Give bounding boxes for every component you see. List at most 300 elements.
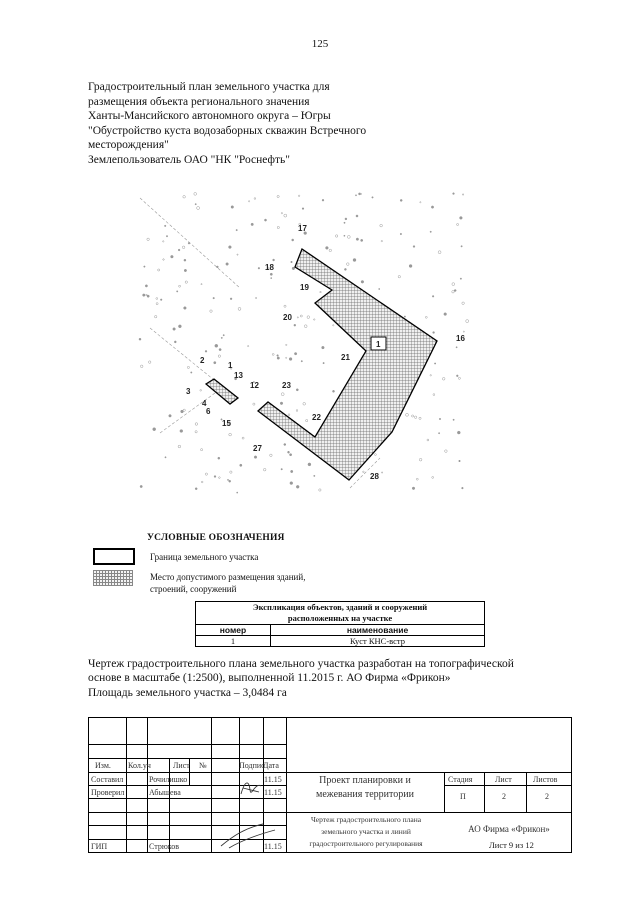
topo-symbol [296, 485, 299, 488]
topo-symbol [264, 219, 266, 221]
stamp-line [484, 772, 485, 812]
topo-symbol [353, 259, 356, 262]
topo-symbol [270, 273, 272, 275]
building-zone-legend-label [150, 571, 305, 595]
topo-symbol [158, 269, 160, 271]
title-line: Землепользователь ОАО "НК "Роснефть" [88, 153, 290, 166]
row-number: 1 [196, 636, 271, 647]
topo-symbol [140, 365, 143, 368]
stamp-header-sheet: Лист [173, 761, 190, 770]
topo-symbol [452, 283, 455, 286]
topo-symbol [230, 298, 232, 300]
topo-symbol [163, 259, 164, 260]
topo-symbol [178, 445, 181, 448]
topo-symbol [355, 195, 356, 196]
topo-symbol [425, 316, 427, 318]
stamp-line [444, 772, 445, 812]
topo-symbol [178, 325, 181, 328]
topo-symbol [335, 235, 337, 237]
explication-table [195, 601, 485, 647]
topo-symbol [156, 303, 158, 305]
topo-symbol [179, 285, 181, 287]
explication-title [196, 602, 485, 625]
topo-symbol [218, 355, 220, 357]
topo-symbol [254, 456, 257, 459]
topo-symbol [430, 375, 431, 376]
topo-symbol [251, 223, 253, 225]
topo-symbol [438, 251, 441, 254]
topo-symbol [144, 266, 145, 267]
topo-symbol [358, 193, 360, 195]
topo-symbol [412, 415, 414, 417]
topo-symbol [272, 353, 274, 355]
note-line: Площадь земельного участка – 3,0484 га [88, 686, 287, 699]
stamp-date: 11.15 [264, 788, 282, 797]
topo-symbol [227, 479, 228, 480]
point-label: 3 [186, 387, 191, 396]
point-label: 23 [282, 381, 291, 390]
explication-title-line: расположенных на участке [287, 613, 393, 623]
topo-symbol [290, 482, 293, 485]
stamp-date: 11.15 [264, 775, 282, 784]
col-number-header: номер [196, 625, 271, 636]
topo-symbol [184, 269, 186, 271]
topo-symbol [195, 204, 196, 205]
stamp-line [526, 772, 527, 812]
sheets-header: Листов [533, 775, 558, 784]
topo-symbol [292, 239, 294, 241]
drawing-title [288, 814, 444, 850]
topo-symbol [294, 352, 296, 354]
topo-symbol [183, 409, 185, 411]
stamp-header-signature: Подпис [239, 761, 265, 770]
topo-symbol [154, 315, 156, 317]
topo-symbol [320, 291, 321, 292]
topo-symbol [291, 261, 293, 263]
topo-symbol [219, 477, 221, 479]
stage-value: П [460, 792, 466, 801]
topo-symbol [322, 199, 324, 201]
note-line: Чертеж градостроительного плана земельного участка разработан на топографической [88, 658, 514, 670]
topo-symbol [201, 284, 202, 285]
topo-symbol [296, 389, 298, 391]
topo-symbol [281, 393, 284, 396]
col-name-header: наименование [271, 625, 485, 636]
topo-symbol [333, 325, 334, 326]
topo-symbol [218, 457, 220, 459]
topo-symbol [444, 313, 447, 316]
topo-symbol [322, 346, 325, 349]
topo-symbol [427, 439, 429, 441]
stamp-role: Проверил [91, 788, 125, 797]
explication-title-line: Экспликация объектов, зданий и сооружений [252, 602, 428, 612]
topo-symbol [255, 297, 256, 298]
topo-symbol [433, 332, 435, 334]
topo-symbol [406, 413, 409, 416]
topo-symbol [171, 255, 174, 258]
topo-symbol [195, 423, 198, 426]
topo-symbol [237, 254, 238, 255]
topo-symbol [160, 299, 162, 301]
topo-symbol [173, 328, 176, 331]
topo-symbol [156, 298, 158, 300]
topo-symbol [296, 410, 298, 412]
signature-mark [239, 776, 263, 800]
topo-symbol [219, 348, 221, 350]
stamp-person: Абышева [149, 788, 181, 797]
topo-symbol [289, 358, 292, 361]
stamp-line [89, 772, 571, 773]
stamp-line [89, 812, 571, 813]
topo-symbol [414, 416, 416, 418]
topo-symbol [284, 214, 287, 217]
stamp-header-change: Изм. [95, 761, 111, 770]
topo-symbol [314, 319, 315, 320]
topo-symbol [183, 196, 186, 199]
topo-symbol [205, 473, 207, 475]
topo-symbol [191, 372, 192, 373]
topo-symbol [273, 259, 275, 261]
title-line: Ханты-Мансийского автономного округа – Югры [88, 110, 331, 123]
topo-symbol [430, 231, 431, 232]
point-label: 4 [202, 399, 207, 408]
topo-symbol [221, 337, 222, 338]
topo-symbol [301, 361, 302, 362]
topo-symbol [194, 193, 197, 196]
stamp-header-date: Дата [263, 761, 279, 770]
topo-symbol [457, 431, 460, 434]
point-label: 16 [456, 334, 465, 343]
topo-symbol [229, 480, 231, 482]
topo-symbol [361, 239, 363, 241]
topo-symbol [178, 249, 180, 251]
topo-symbol [319, 489, 321, 491]
stamp-line [89, 758, 286, 759]
topo-symbol [165, 457, 166, 458]
point-label: 21 [341, 353, 350, 362]
drawing-title-line: градостроительного регулирования [309, 839, 423, 848]
topo-symbol [200, 389, 202, 391]
topo-symbol [453, 193, 455, 195]
topo-symbol [453, 419, 454, 420]
page-number: 125 [311, 38, 329, 50]
topo-symbol [286, 344, 287, 345]
topo-symbol [214, 476, 216, 478]
point-label: 28 [370, 472, 379, 481]
topo-symbol [139, 338, 141, 340]
topo-symbol [381, 472, 382, 473]
topo-symbol [413, 246, 415, 248]
topo-symbol [363, 471, 365, 473]
topo-symbol [379, 288, 380, 289]
topo-symbol [419, 417, 421, 419]
topo-symbol [432, 295, 434, 297]
small-plot-area [206, 379, 238, 404]
stage-header: Стадия [448, 775, 473, 784]
topo-symbol [164, 225, 166, 227]
point-label: 27 [253, 444, 262, 453]
topo-symbol [230, 471, 232, 473]
topo-symbol [361, 280, 364, 283]
point-label: 12 [250, 381, 259, 390]
topo-symbol [452, 291, 454, 293]
drawing-title-line: земельного участка и линий [321, 827, 411, 836]
stamp-date: 11.15 [264, 842, 282, 851]
sheet-value: 2 [502, 792, 506, 801]
topo-symbol [356, 215, 358, 217]
topo-symbol [205, 350, 207, 352]
topo-symbol [457, 223, 459, 225]
topo-symbol [214, 362, 216, 364]
topo-symbol [323, 362, 324, 363]
topo-symbol [356, 238, 358, 240]
topo-symbol [303, 402, 306, 405]
legend-heading: УСЛОВНЫЕ ОБОЗНАЧЕНИЯ [147, 533, 285, 543]
topo-symbol [288, 414, 290, 416]
topo-symbol [419, 458, 422, 461]
topo-symbol [466, 320, 469, 323]
topo-symbol [381, 240, 382, 241]
object-marker-label: 1 [376, 340, 381, 349]
topo-symbol [308, 463, 311, 466]
topo-symbol [201, 481, 203, 483]
building-zone-legend-swatch [93, 570, 133, 586]
topo-symbol [281, 213, 282, 214]
topo-symbol [284, 305, 286, 307]
topo-symbol [344, 235, 345, 236]
point-label: 22 [312, 413, 321, 422]
topo-symbol [412, 487, 415, 490]
topo-symbol [237, 492, 238, 493]
topo-symbol [182, 246, 185, 249]
topo-symbol [284, 443, 286, 445]
topo-symbol [240, 464, 242, 466]
topo-symbol [294, 324, 296, 326]
topo-symbol [400, 233, 402, 235]
topo-symbol [420, 202, 421, 203]
topo-symbol [433, 394, 435, 396]
topo-symbol [281, 468, 283, 470]
topo-symbol [288, 451, 290, 453]
row-name: Куст КНС-встр [271, 636, 485, 647]
topo-symbol [332, 390, 334, 392]
stamp-role: ГИП [91, 842, 108, 851]
topo-symbol [184, 259, 186, 261]
topo-symbol [344, 268, 346, 270]
topo-symbol [271, 278, 272, 279]
topo-symbol [380, 224, 383, 227]
topo-symbol [147, 238, 149, 240]
topo-symbol [248, 201, 249, 202]
topo-symbol [434, 363, 435, 364]
topo-symbol [213, 297, 215, 299]
topo-symbol [454, 290, 456, 292]
point-label: 13 [234, 371, 243, 380]
topo-symbol [215, 344, 218, 347]
signature-mark [219, 820, 279, 850]
title-line: Градостроительный план земельного участка для [88, 81, 330, 93]
topo-symbol [416, 478, 418, 480]
boundary-legend-swatch [93, 548, 135, 565]
stamp-role: Составил [91, 775, 124, 784]
topo-symbol [177, 291, 178, 292]
company-name: АО Фирма «Фрикон» [468, 824, 550, 834]
point-label: 2 [200, 356, 205, 365]
point-label: 15 [222, 419, 231, 428]
topo-symbol [226, 263, 229, 266]
drawing-title-line: Чертеж градостроительного плана [310, 815, 422, 824]
topo-symbol [438, 433, 439, 434]
topo-symbol [263, 468, 266, 471]
topo-symbol [398, 276, 400, 278]
topo-symbol [210, 310, 212, 312]
point-label: 6 [206, 407, 211, 416]
topo-symbol [431, 206, 433, 208]
stamp-header-count: Кол.уч [128, 761, 151, 770]
topo-symbol [445, 450, 448, 453]
project-title-line: Проект планировки и [319, 775, 411, 786]
topo-symbol [347, 263, 350, 266]
topo-symbol [242, 437, 244, 439]
topo-symbol [277, 357, 279, 359]
topo-symbol [300, 315, 302, 317]
topo-symbol [400, 199, 402, 201]
topo-symbol [270, 454, 273, 457]
topo-symbol [216, 266, 218, 268]
topo-symbol [460, 217, 463, 220]
topo-symbol [298, 195, 300, 197]
topo-symbol [231, 206, 234, 209]
topo-symbol [292, 267, 295, 270]
topo-symbol [258, 267, 260, 269]
topo-symbol [462, 302, 465, 305]
topo-symbol [229, 246, 232, 249]
topo-symbol [347, 235, 350, 238]
point-label: 18 [265, 263, 274, 272]
topo-symbol [409, 265, 412, 268]
topo-symbol [286, 357, 287, 358]
topo-symbol [253, 403, 255, 405]
site-plan-drawing [120, 188, 500, 498]
stamp-person: Стрюков [149, 842, 180, 851]
topo-symbol [254, 198, 256, 200]
topo-symbol [174, 341, 176, 343]
topo-symbol [147, 295, 149, 297]
topo-symbol [461, 246, 462, 247]
topo-symbol [145, 285, 147, 287]
topo-symbol [223, 335, 224, 336]
topo-symbol [277, 355, 279, 357]
topo-symbol [329, 249, 331, 251]
topo-symbol [458, 377, 460, 379]
topo-symbol [432, 476, 434, 478]
sheet-of-label: Лист 9 из 12 [489, 840, 534, 850]
topo-symbol [462, 487, 464, 489]
topo-symbol [163, 241, 164, 242]
topo-symbol [248, 345, 249, 346]
topo-symbol [238, 307, 241, 310]
title-line: месторождения" [88, 139, 169, 152]
topo-symbol [459, 460, 461, 462]
topo-symbol [197, 207, 200, 210]
topo-symbol [306, 419, 308, 421]
topo-symbol [184, 307, 187, 310]
topo-symbol [304, 325, 307, 328]
note-line: основе в масштабе (1:2500), выполненной 11.2015 г. АО Фирма «Фрикон» [88, 672, 451, 685]
topo-symbol [289, 454, 291, 456]
topo-symbol [439, 418, 440, 419]
topo-symbol [236, 229, 237, 230]
point-label: 17 [298, 224, 307, 233]
topo-symbol [143, 294, 145, 296]
title-line: "Обустройство куста водозаборных скважин Встречного [88, 124, 367, 137]
topo-symbol [344, 222, 345, 223]
topo-symbol [291, 470, 293, 472]
topo-symbol [307, 316, 310, 319]
title-stamp [88, 717, 572, 853]
drawing-note [88, 657, 588, 700]
topo-symbol [456, 347, 457, 348]
project-title [286, 774, 444, 802]
point-label: 1 [228, 361, 233, 370]
topo-symbol [280, 402, 283, 405]
topo-symbol [302, 208, 304, 210]
stamp-line [444, 785, 571, 786]
point-label: 20 [283, 313, 292, 322]
table-row [196, 636, 485, 647]
topo-symbol [146, 294, 147, 295]
topo-symbol [185, 281, 187, 283]
document-title-block [88, 80, 418, 168]
point-label: 19 [300, 283, 309, 292]
topo-symbol [201, 449, 203, 451]
topo-symbol [374, 454, 376, 456]
sheet-header: Лист [495, 775, 512, 784]
topo-symbol [460, 278, 461, 279]
topo-symbol [326, 247, 329, 250]
topo-symbol [297, 317, 298, 318]
stamp-header-docno: № [199, 761, 207, 770]
topo-symbol [148, 361, 150, 363]
boundary-legend-label: Граница земельного участка [150, 552, 259, 562]
topo-symbol [456, 375, 458, 377]
sheets-value: 2 [545, 792, 549, 801]
topo-symbol [277, 195, 279, 197]
topo-symbol [195, 431, 197, 433]
topo-symbol [404, 316, 405, 317]
topo-symbol [345, 218, 347, 220]
legend-label-line: строений, сооружений [150, 584, 237, 594]
topo-symbol [169, 415, 172, 418]
topo-symbol [229, 433, 232, 436]
topo-symbol [314, 475, 315, 476]
topo-symbol [180, 430, 183, 433]
title-line: размещения объекта регионального значения [88, 95, 310, 108]
topo-symbol [442, 377, 445, 380]
stamp-person: Рочилишко [149, 775, 188, 784]
topo-symbol [153, 428, 156, 431]
topo-symbol [277, 226, 279, 228]
topo-symbol [166, 235, 167, 236]
topo-symbol [187, 366, 189, 368]
topo-symbol [195, 488, 197, 490]
stamp-line [89, 744, 286, 745]
topo-symbol [372, 197, 373, 198]
project-title-line: межевания территории [316, 789, 414, 800]
topo-symbol [140, 485, 142, 487]
topo-symbol [463, 331, 464, 332]
topo-symbol [462, 194, 463, 195]
